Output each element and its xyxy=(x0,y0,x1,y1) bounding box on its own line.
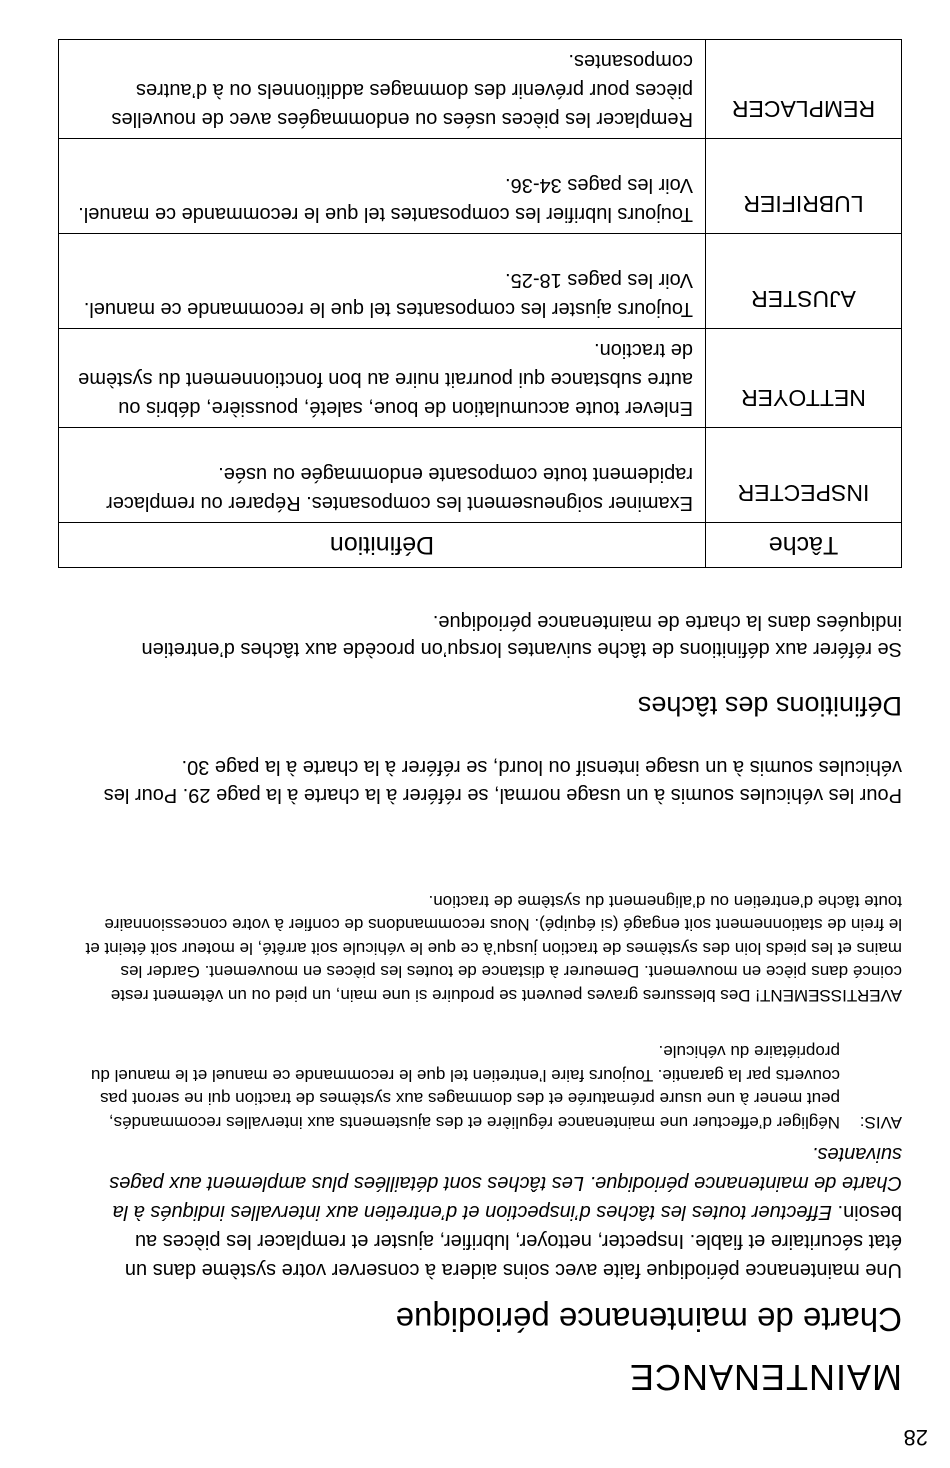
definition-cell: Examiner soigneusement les composantes. Réparer ou remplacer rapidement toute composante endommagée ou usée. xyxy=(59,428,706,523)
task-cell: REMPLACER xyxy=(706,40,902,139)
definition-cell: Enlever toute accumulation de boue, saleté, poussière, débris ou autre substance qui pourrait nuire au bon fonctionnement du système de traction. xyxy=(59,329,706,428)
table-row xyxy=(59,428,902,523)
table-row xyxy=(59,234,902,329)
definition-cell: Toujours ajuster les composantes tel que le recommande ce manuel. Voir les pages 18-25. xyxy=(59,234,706,329)
page-number: 28 xyxy=(903,1425,928,1450)
definitions-heading: Définitions des tâches xyxy=(637,691,902,721)
task-column-header: Tâche xyxy=(706,523,902,568)
task-cell: INSPECTER xyxy=(706,428,902,523)
intro-italic-text: Effectuer toutes les tâches d’inspection et d’entretien aux intervalles indiqués à la Charte de maintenance périodique. Les tâches sont détaillées plus amplement aux pages suivantes. xyxy=(109,1143,902,1223)
table-row xyxy=(59,329,902,428)
intro-text: Une maintenance périodique faite avec soins aidera à conserver votre système dans un état sécuritaire et fiable. Inspecter, nettoyer, lubrifier, ajuster et remplacer les pièces au besoin. xyxy=(124,1201,902,1281)
warning-text: Des blessures graves peuvent se produire si une main, un pied ou un vêtement reste coincé dans pièce en mouvement. Demeurer à distance de toutes les pièces en mouvement. Garder les mains et les pieds loin des systèmes de traction jusqu’à ce que le véhicule soit arrêté, le moteur soit éteint et le frein de stationnement soit engagé (si équipé). Nous recommandons de confier à votre concessionnaire toute tâche d’entretien ou d’alignement du système de traction. xyxy=(85,892,902,1005)
task-cell: AJUSTER xyxy=(706,234,902,329)
definition-column-header: Définition xyxy=(59,523,706,568)
usage-reference-paragraph: Pour les véhicules soumis à un usage normal, se référer à la charte à la page 29. Pour les véhicules soumis à un usage intensif ou lourd, se référer à la charte à la page 30. xyxy=(103,756,902,806)
table-row xyxy=(59,139,902,234)
notice-label: AVIS: xyxy=(859,1113,902,1132)
chart-title: Charte de maintenance périodique xyxy=(395,1301,902,1338)
definition-cell: Toujours lubrifier les composantes tel que le recommande ce manuel. Voir les pages 34-36. xyxy=(59,139,706,234)
notice-text: Négliger d’effectuer une maintenance régulière et des ajustements aux intervalles recommandés, peut mener à une usure prématurée et des dommages aux systèmes de traction qui ne seront pas couverts par la garantie. Toujours faire l’entretien tel que le recommande ce manuel et le manuel du propriétaire du véhicule. xyxy=(90,1042,840,1132)
task-cell: LUBRIFIER xyxy=(706,139,902,234)
table-row xyxy=(59,40,902,139)
table-header-row xyxy=(59,523,902,568)
notice-block xyxy=(82,1040,902,1134)
definitions-intro: Se référer aux définitions de tâche suivantes lorsqu’on procède aux tâches d’entretien indiquées dans la charte de maintenance périodique. xyxy=(141,611,902,660)
definition-cell: Remplacer les pièces usées ou endommagées avec de nouvelles pièces pour prévenir des dommages additionnels ou à d’autres composantes. xyxy=(59,40,706,139)
task-definitions-table xyxy=(58,39,902,568)
section-title: MAINTENANCE xyxy=(628,1357,902,1398)
warning-block xyxy=(82,890,902,1008)
warning-label: AVERTISSEMENT! xyxy=(755,986,902,1005)
intro-paragraph xyxy=(102,1139,902,1284)
task-cell: NETTOYER xyxy=(706,329,902,428)
